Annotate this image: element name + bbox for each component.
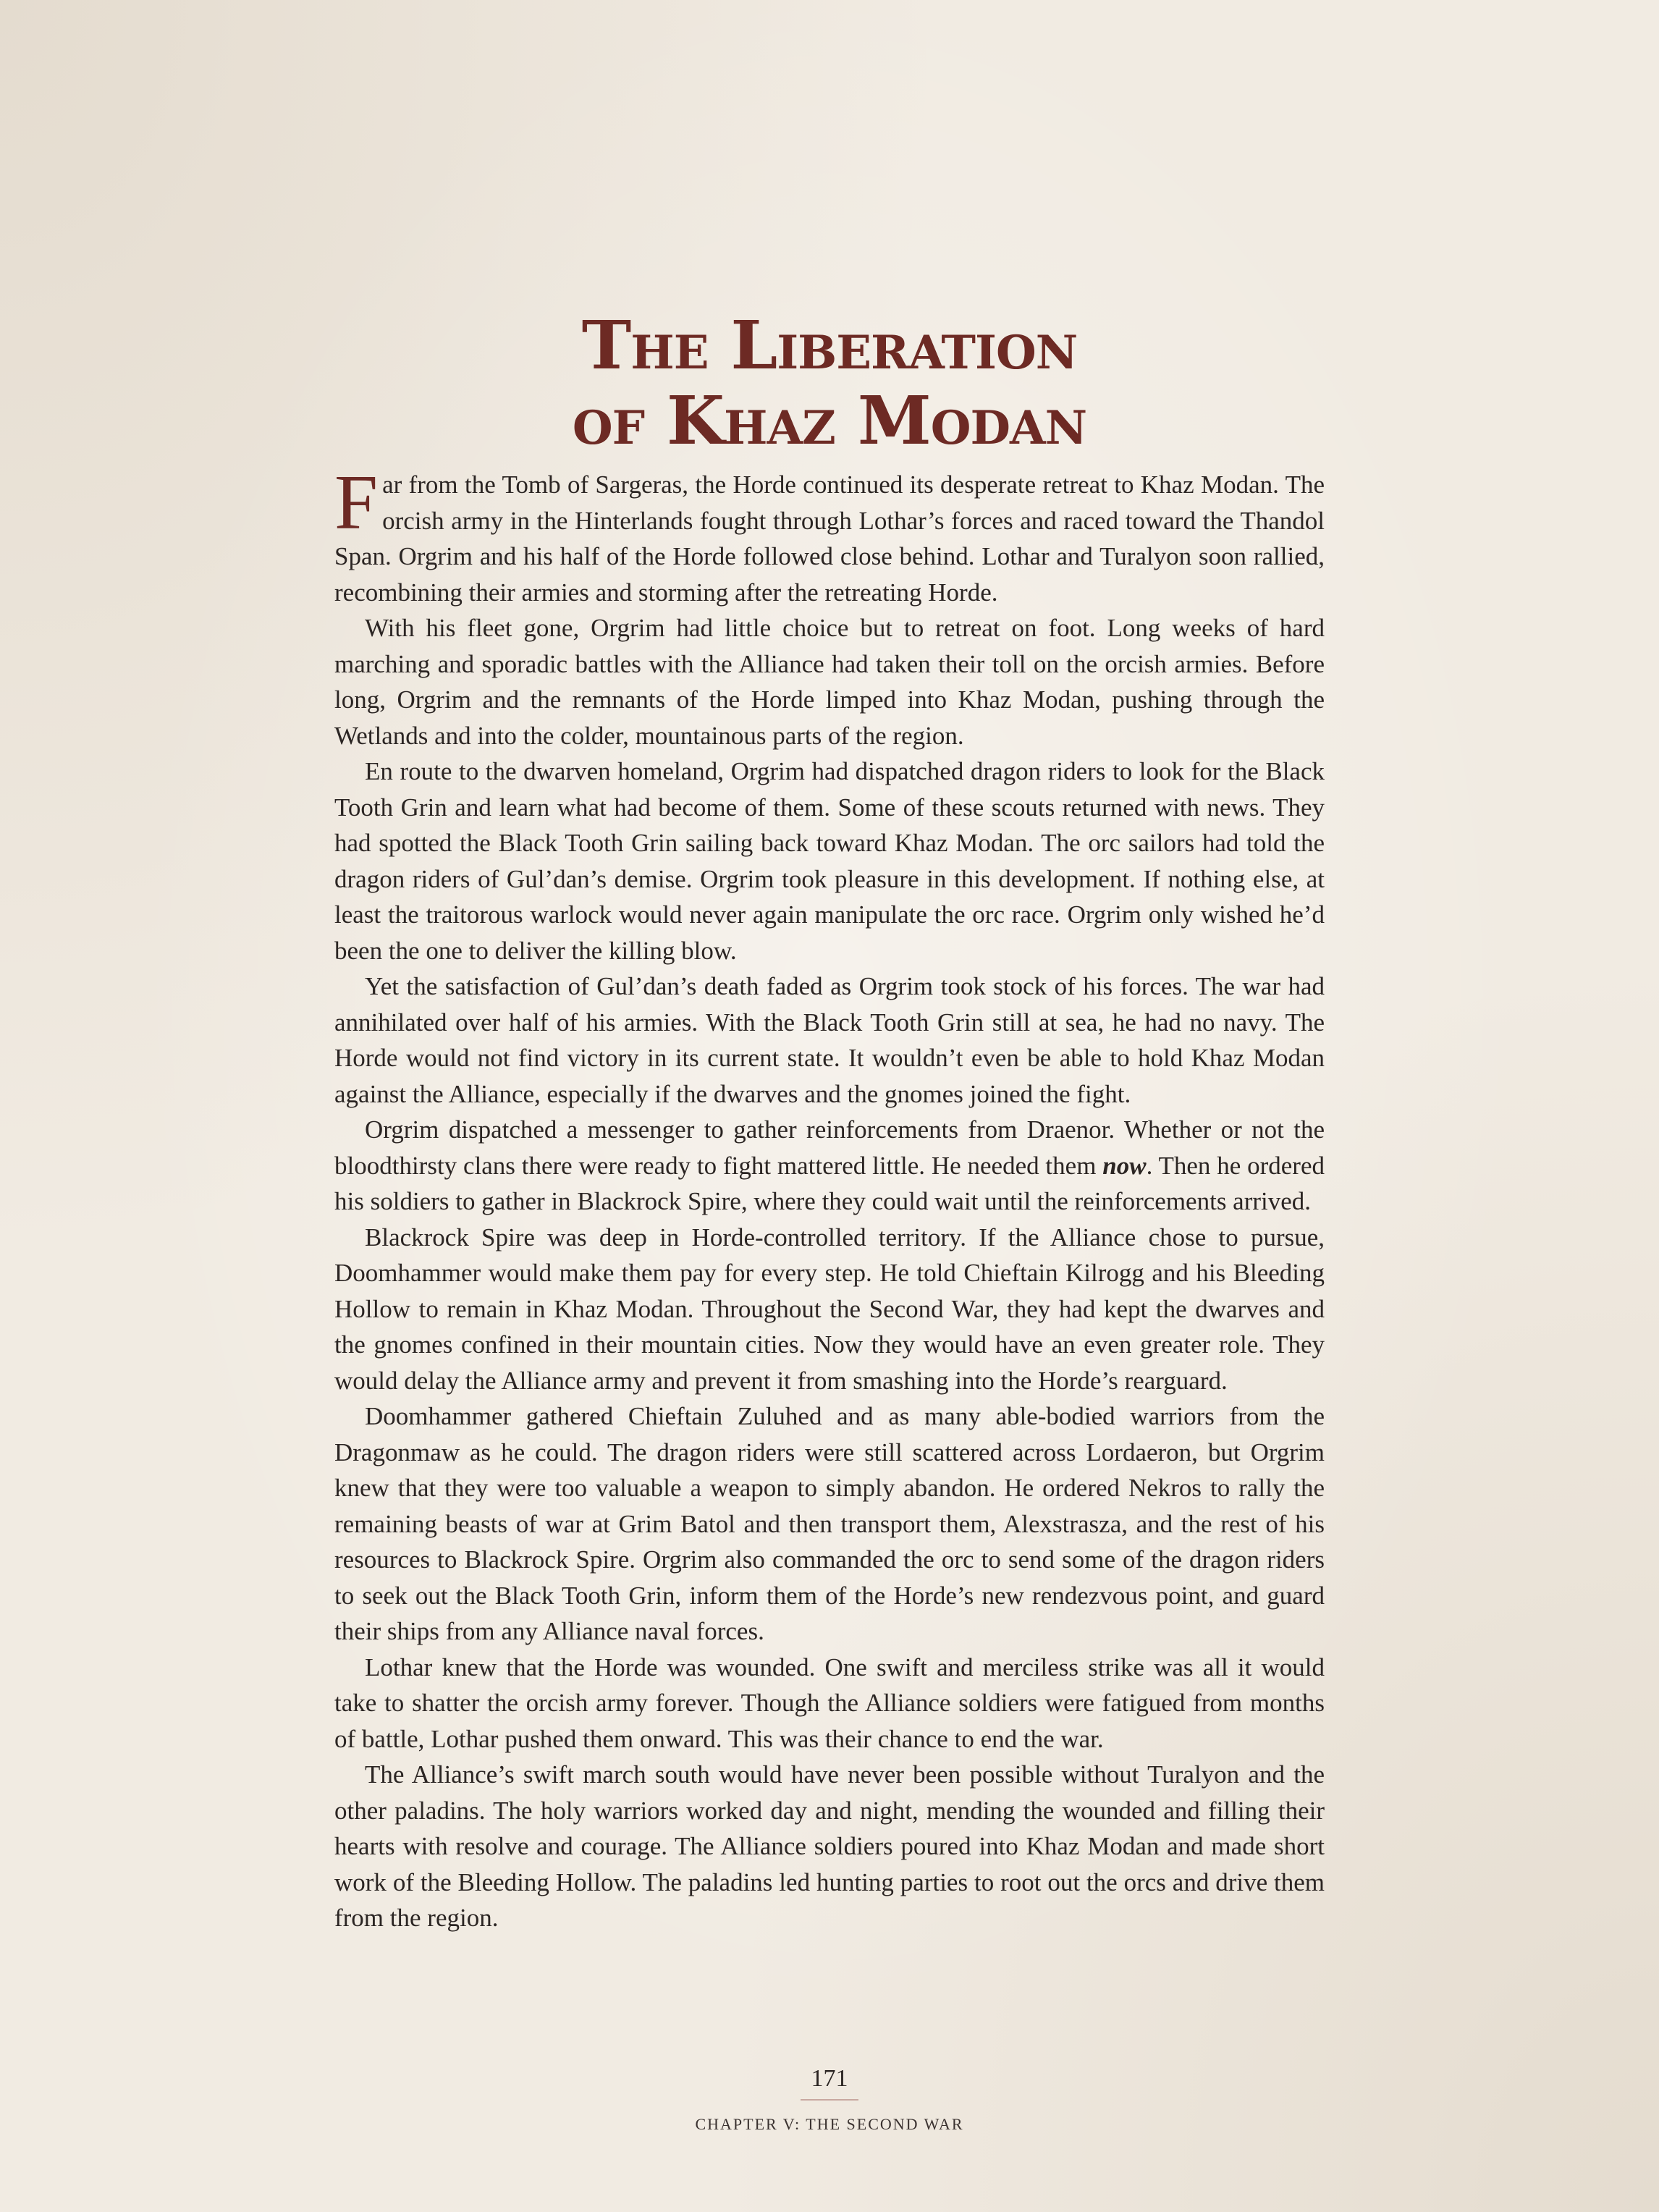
chapter-section-title (0, 308, 1659, 458)
paragraph-3: En route to the dwarven homeland, Orgrim had dispatched dragon riders to look for the Black Tooth Grin and learn what had become of them. Some of these scouts returned with news. They had spotted the Black Tooth Grin sailing back toward Khaz Modan. The orc sailors had told the dragon riders of Gul’dan’s demise. Orgrim took pleasure in this development. If nothing else, at least the traitorous warlock would never again manipulate the orc race. Orgrim only wished he’d been the one to deliver the killing blow. (334, 757, 1325, 965)
paragraph-4: Yet the satisfaction of Gul’dan’s death faded as Orgrim took stock of his forces. The war had annihilated over half of his armies. With the Black Tooth Grin still at sea, he had no navy. The Horde would not find victory in its current state. It wouldn’t even be able to hold Khaz Modan against the Alliance, especially if the dwarves and the gnomes joined the fight. (334, 972, 1325, 1108)
paragraph-5-text-start: Orgrim dispatched a messenger to gather reinforcements from Draenor. Whether or not the bloodthirsty clans there were ready to fight mattered little. He needed them (334, 1115, 1325, 1180)
footer-divider (801, 2099, 858, 2101)
paragraph-9: The Alliance’s swift march south would have never been possible without Turalyon and the other paladins. The holy warriors worked day and night, mending the wounded and filling their hearts with resolve and courage. The Alliance soldiers poured into Khaz Modan and made short work of the Bleeding Hollow. The paladins led hunting parties to root out the orcs and drive them from the region. (334, 1760, 1325, 1932)
title-line-1: The Liberation (581, 306, 1078, 384)
paragraph-6: Blackrock Spire was deep in Horde-controlled territory. If the Alliance chose to pursue, Doomhammer would make them pay for every step. He told Chieftain Kilrogg and his Bleeding Hollow to remain in Khaz Modan. Throughout the Second War, they had kept the dwarves and the gnomes confined in their mountain cities. Now they would have an even greater role. They would delay the Alliance army and prevent it from smashing into the Horde’s rearguard. (334, 1223, 1325, 1395)
emphasized-word: now (1102, 1151, 1147, 1180)
drop-cap: F (334, 460, 379, 546)
paragraph-2: With his fleet gone, Orgrim had little choice but to retreat on foot. Long weeks of hard marching and sporadic battles with the Alliance had taken their toll on the orcish armies. Before long, Orgrim and the remnants of the Horde limped into Khaz Modan, pushing through the Wetlands and into the colder, mountainous parts of the region. (334, 614, 1325, 750)
page-number: 171 (811, 2065, 848, 2092)
paragraph-7: Doomhammer gathered Chieftain Zuluhed and as many able-bodied warriors from the Dragonmaw as he could. The dragon riders were still scattered across Lordaeron, but Orgrim knew that they were too valuable a weapon to simply abandon. He ordered Nekros to rally the remaining beasts of war at Grim Batol and then transport them, Alexstrasza, and the rest of his resources to Blackrock Spire. Orgrim also commanded the orc to send some of the dragon riders to seek out the Black Tooth Grin, inform them of the Horde’s new rendezvous point, and guard their ships from any Alliance naval forces. (334, 1402, 1325, 1645)
paragraph-8: Lothar knew that the Horde was wounded. One swift and merciless strike was all it would take to shatter the orcish army forever. Though the Alliance soldiers were fatigued from months of battle, Lothar pushed them onward. This was their chance to end the war. (334, 1652, 1325, 1753)
paragraph-5 (334, 1112, 1325, 1220)
page-footer (0, 2064, 1659, 2134)
paragraph-5-text-end: . Then he ordered his soldiers to gather in Blackrock Spire, where they could wait until the reinforcements arrived. (334, 1151, 1325, 1215)
chapter-label: CHAPTER V: THE SECOND WAR (695, 2115, 964, 2133)
title-line-2: of Khaz Modan (572, 381, 1087, 460)
body-text (334, 460, 1325, 1936)
paragraph-1 (334, 460, 1325, 610)
paragraph-1-text: ar from the Tomb of Sargeras, the Horde continued its desperate retreat to Khaz Modan. The orcish army in the Hinterlands fought through Lothar’s forces and raced toward the Thandol Span. Orgrim and his half of the Horde followed close behind. Lothar and Turalyon soon rallied, recombining their armies and storming after the retreating Horde. (334, 470, 1325, 607)
